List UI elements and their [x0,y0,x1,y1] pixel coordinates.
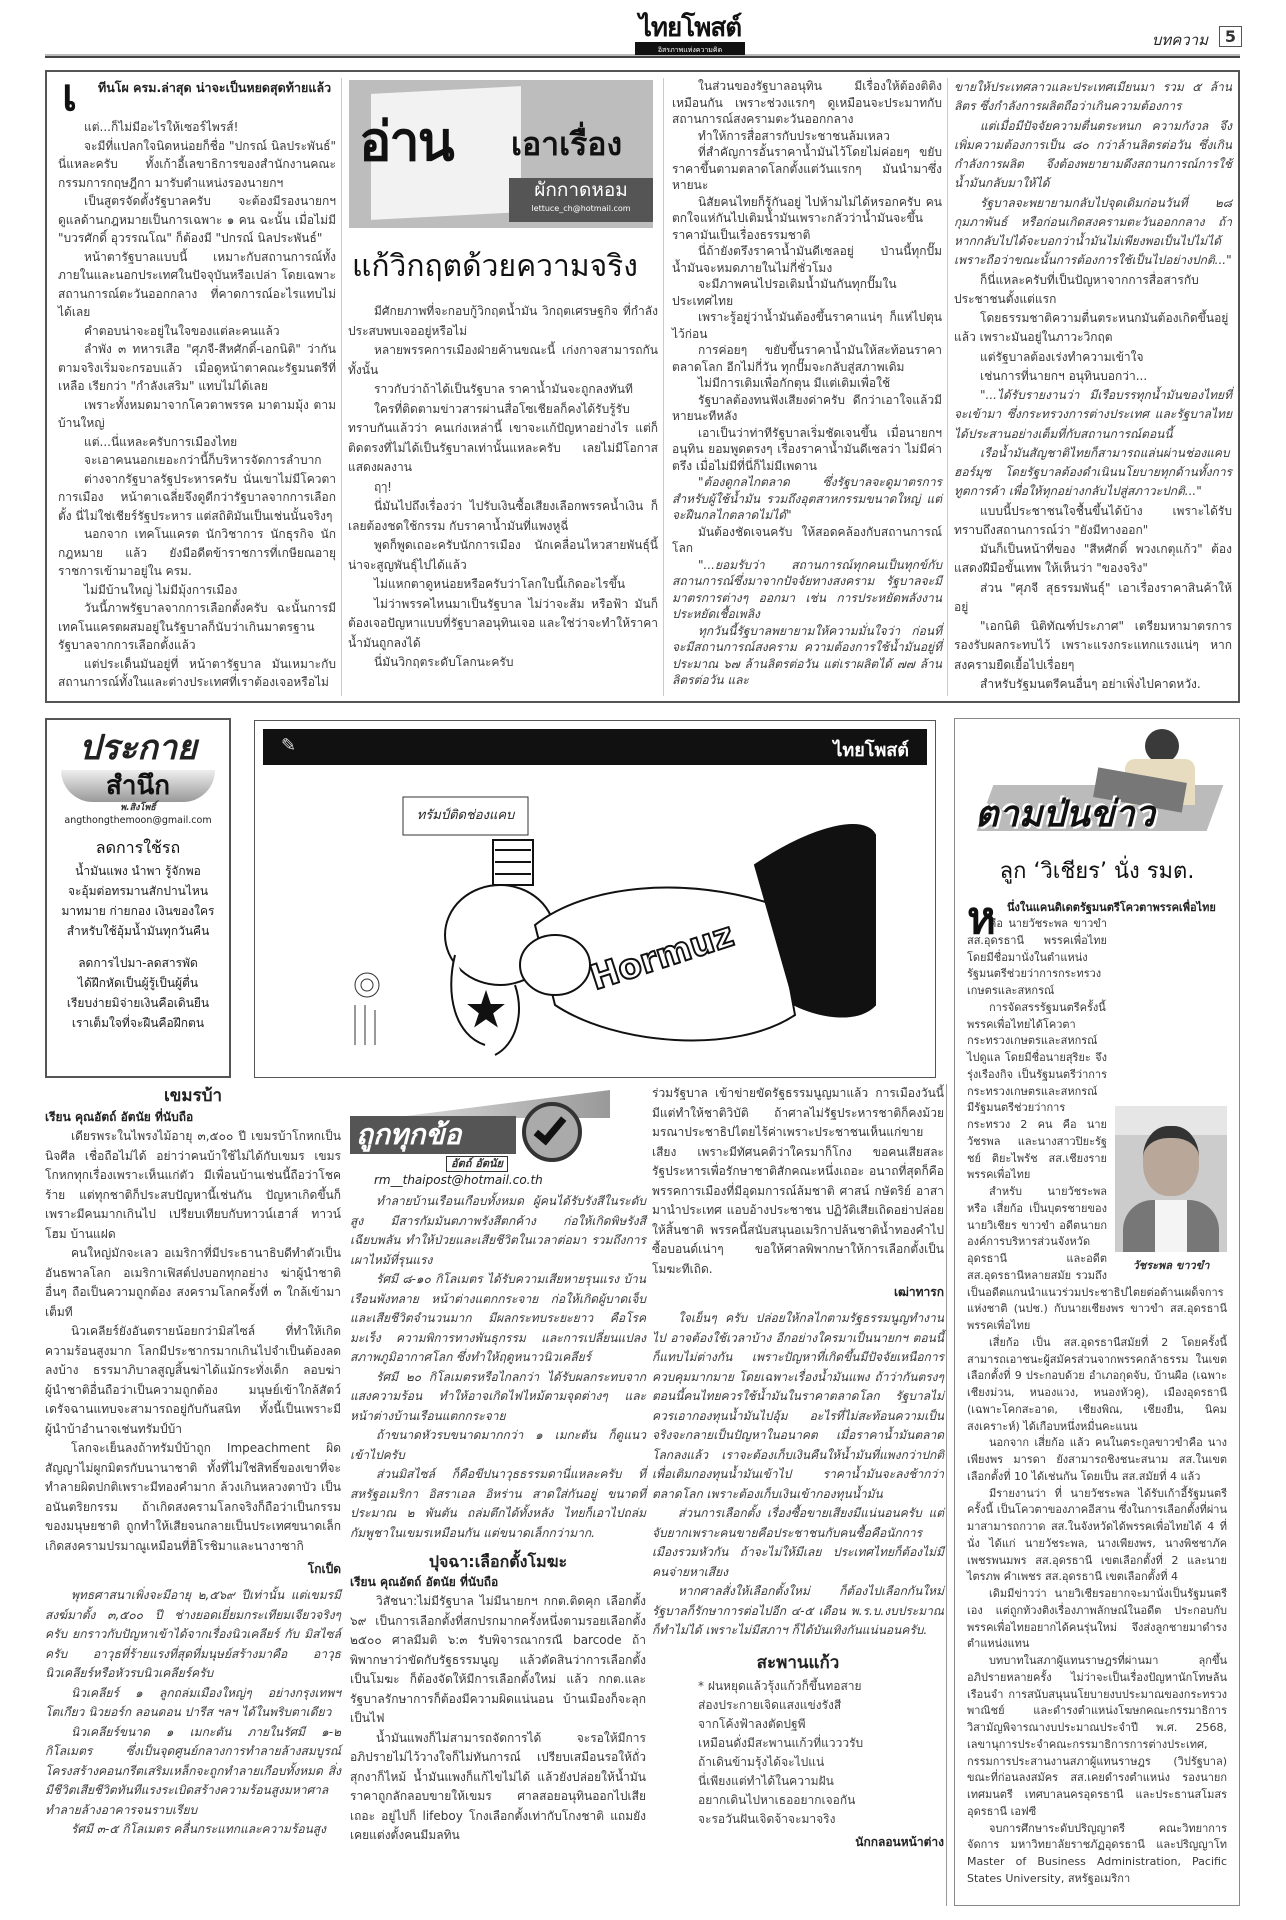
cartoon-caption: ทรัมป์ติดช่องแคบ [416,808,515,823]
paragraph: คำตอบน่าจะอยู่ในใจของแต่ละคนแล้ว [84,323,280,338]
paragraph: วันนี้ภาพรัฐบาลจากการเลือกตั้งครับ ฉะนั้นการมีเทคโนแครตผสมอยู่ในรัฐบาลก็นับว่าเกินมาตรฐานรัฐบาลจากการเลือกตั้งแล้ว [58,601,336,652]
paragraph: ฤๅ! [374,479,392,494]
paragraph: แต่...นี่แหละครับการเมืองไทย [84,434,238,449]
news-column-box [954,718,1240,1906]
dropcap: ห [967,893,997,944]
poem-line: เรียบง่ายมิจ่ายเงินคือเดินยืน [66,996,210,1010]
paragraph: ไม่แหกตาดูหน่อยหรือครับว่าโลกใบนี้เกิดอะไรขึ้น [374,577,626,591]
paragraph: พุทธศาสนาเพิ่งจะมีอายุ ๒,๕๖๙ ปีเท่านั้น แต่เขมรมีสงฆ์มาตั้ง ๓,๕๐๐ ปี ช่างยอดเยี่ยมกระเทียมเจียวจริงๆ ครับ ยกราวกับปัญหาเข้าได้จากเรื่องนิวเคลียร์ กับ มิสไซล์ ครับ อาวุธที่ร้ายแรงที่สุดที่มนุษย์สร้างมาคือ อาวุธนิวเคลียร์หรือหัวรบนิวเคลียร์ครับ [45,1588,341,1680]
paragraph: "...ยอมรับว่า สถานการณ์ทุกคนเป็นทุกข์กับสถานการณ์ซึ่งมาจากปัจจัยทางสงคราม รัฐบาลจะมีมาตรการต่างๆ ออกมา เช่น การประหยัดพลังงาน ประหยัดเชื้อเพลิง [672,557,942,621]
letter-greeting: เรียน คุณอัตถ์ อัตนัย ที่นับถือ [350,1575,499,1589]
paragraph: โลกจะเย็นลงถ้าทรัมป์บ้าถูก Impeachment ผิดสัญญาไม่ผูกมิตรกับนานาชาติ ทั้งที่ไม่ใช่สิทธิ์ของเขาที่จะทำลายผิดปกติเพราะมีทองคำมาก ล้วงเกินหลวงตาบัว เป็นอนันตริยกรรม ถ้าเกิดสงครามโลกจริงก็ถือว่าเป็นกรรมของมนุษยชาติ ถูกทำให้เสียจนกลายเป็นประเทศขนาดเล็กเกิดสงครามปรมาณูเหมือนที่ฮิโรชิมาและนางาซากิ [45,1441,341,1553]
paragraph: รัศมี ๓-๕ กิโลเมตร คลื่นกระแทกและความร้อนสูง [71,1822,326,1836]
column-logo-correct: ถูกทุกข้อ อัตถ์ อัตนัย rm__thaipost@hotmail.co.th [350,1084,646,1188]
poem-line: สำหรับใช้อุ้มน้ำมันทุกวันคืน [66,924,210,938]
column-1 [58,70,336,696]
poem-line: ส่องประกายเจิดแสงแข่งรังสี [698,1697,842,1712]
logo-read: อ่าน [359,110,453,173]
paragraph: หน้าตารัฐบาลแบบนี้ เหมาะกับสถานการณ์ทั้งภายในและนอกประเทศในปัจจุบันหรือเปล่า โดยเฉพาะสถานการณ์ตะวันออกกลาง ที่คาดการณ์อะไรแทบไม่ได้เลย [58,249,336,319]
section-label: บทความ [1151,31,1208,49]
column-divider [947,78,948,696]
paragraph: ในส่วนของรัฐบาลอนุทิน มีเรื่องให้ต้องติติงเหมือนกัน เพราะช่วงแรกๆ ดูเหมือนจะประมาทกับสถานการณ์สงครามตะวันออกกลาง [672,79,942,126]
paragraph: โดยธรรมชาติความตื่นตระหนกมันต้องเกิดขึ้นอยู่แล้ว เพราะมันอยู่ในภาวะวิกฤต [954,311,1229,345]
paragraph: "เอกนิติ นิติทัณฑ์ประภาศ" เตรียมหามาตรการรองรับผลกระทบไว้ เพราะแรงกระแทกแรงแน่ๆ หากสงครามยืดเยื้อไปเรื่อยๆ [954,619,1232,672]
paragraph: แต่เมื่อมีปัจจัยความตื่นตระหนก ความกังวล จึงเพิ่มความต้องการเป็น ๘๐ กว่าล้านลิตรต่อวัน ซึ่งเกินกำลังการผลิต จึงต้องพยายามดึงสถานการณ์การใช้น้ำมันกลับมาให้ได้ [954,118,1232,191]
news-body [955,893,1239,1899]
paragraph: จะเอาคนนอกเยอะกว่านี้ก็บริหารจัดการลำบาก [84,453,322,467]
paragraph: เอาเป็นว่าท่าทีรัฐบาลเริ่มชัดเจนขึ้น เมื่อนายกฯ อนุทิน ยอมพูดตรงๆ เรื่องราคาน้ำมันดีเซลว่า ไม่มีค่าตรึง เมื่อไม่มีที่นี่ก็ไม่มีเพดาน [672,425,942,473]
editorial-cartoon [254,720,936,1078]
paragraph: เสี่ยก้อ เป็น สส.อุดรธานีสมัยที่ 2 โดยครั้งนี้สามารถเอาชนะผู้สมัครส่วนจากพรรคกล้าธรรม ในเขตเลือกตั้งที่ 9 ประกอบด้วย อำเภอกุดจับ, บ้านผือ (เฉพาะเชียงม่วน, หนองแวง, หนองหัวคู), เมืองอุดรธานี (เฉพาะโคกสะอาด, เชียงพิณ, เชียงยืน, นิคมสงเคราะห์) ได้เกือบหนึ่งหมื่นคะแนน [967,1335,1227,1433]
column-3 [672,78,942,696]
paragraph: จบการศึกษาระดับปริญญาตรี คณะวิทยาการจัดการ มหาวิทยาลัยราชภัฏอุดรธานี และปริญญาโท Master of Business Administration, Pacific States University, สหรัฐอเมริกา [967,1821,1227,1885]
columnist-email: lettuce_ch@hotmail.com [531,204,631,213]
letters-column-middle [350,1084,646,1914]
letter-signature: เฒ่าทารก [893,1285,944,1299]
poem-line: นี่เพียงแต่ทำได้ในความฝัน [698,1773,834,1788]
cartoon-header-bar [263,729,927,765]
paragraph: นี่มันไปถึงเรื่องว่า ไปรับเงินซื้อเสียงเลือกพรรคน้ำเงิน ก็เลยต้องชดใช้กรรม กับราคาน้ำมันที่แพงหูฉี่ [348,499,658,533]
check-icon [522,1102,582,1162]
portrait-photo [1115,1106,1227,1252]
paragraph: หลายพรรคการเมืองฝ่ายค้านขณะนี้ เก่งกาจสามารถกันทั้งนั้น [348,343,658,377]
paragraph: มันก็เป็นหน้าที่ของ "สีหศักดิ์ พวงเกตุแก้ว" ต้องแสดงฝีมือขั้นเทพ ให้เห็นว่า "ของจริง" [954,542,1232,576]
cartoonist-mascot-icon: ✎ [281,735,297,756]
column-2 [348,80,658,695]
paragraph: บทบาทในสภาผู้แทนราษฎรที่ผ่านมา ลุกขึ้นอภิปรายหลายครั้ง ไม่ว่าจะเป็นเรื่องปัญหานักโทษล้นเรือนจำ การสนับสนุนนโยบายงบประมาณของกระทรวงพาณิชย์ และดำรงตำแหน่งโฆษกคณะกรรมาธิการวิสามัญพิจารณางบประมาณประจำปี พ.ศ. 2568, เลขานุการประจำคณะกรรมาธิการการต่างประเทศ, กรรมการประสานงานสภาผู้แทนราษฎร (วิปรัฐบาล) ขณะที่ก่อนลงสมัคร สส.เคยดำรงตำแหน่ง รองนายกเทศมนตรี เทศบาลนครอุดรธานี และประธานสโมสรอุดรธานี เอฟซี [967,1654,1227,1818]
paragraph: ส่วนการเลือกตั้ง เรื่องซื้อขายเสียงมีแน่นอนครับ แต่จับยากเพราะคนขายคือประชาชนกับคนซื้อคือนักการเมืองรวมหัวกัน ถ้าจะไม่ให้มีเลย ประเทศไทยก็ต้องไม่มีคนจ่ายหาเสียง [652,1506,944,1579]
news-lead: นึ่งในแคนดิเดตรัฐมนตรีโควตาพรรคเพื่อไทย [1007,901,1216,914]
poem-line: จะอุ้มต่อทรมานสักปานไหน [67,884,209,898]
paragraph: นี่ถ้ายังตรึงราคาน้ำมันดีเซลอยู่ ป่านนี้ทุกปั๊มน้ำมันจะหมดภายในไม่กี่ชั่วโมง [672,244,942,275]
paragraph: ไม่ว่าพรรคไหนมาเป็นรัฐบาล ไม่ว่าจะส้ม หรือฟ้า มันก็ต้องเจอปัญหาแบบที่รัฐบาลอนุทินเจอ และใช่ว่าจะทำให้ราคาน้ำมันถูกลงได้ [348,596,658,650]
poem-title: สะพานแก้ว [756,1652,840,1673]
paragraph: เช่นการที่นายกฯ อนุทินบอกว่า... [980,368,1148,383]
poem-title: ลดการใช้รถ [95,838,181,857]
paragraph: รัฐบาลจะพยายามกลับไปจุดเดิมก่อนวันที่ ๒๘ กุมภาพันธ์ หรือก่อนเกิดสงครามตะวันออกกลาง ถ้าหากกลับไปได้จะบอกว่าน้ำมันไม่เพียงพอเป็นไปไม่ได้ เพราะถือว่าขณะนั้นการต้องการใช้เป็นไปอย่างปกติ..." [954,195,1232,268]
paragraph: เพราะทั้งหมดมาจากโควตาพรรค มาตามมุ้ง ตามบ้านใหญ่ [58,397,336,430]
paragraph: ทำให้การสื่อสารกับประชาชนล้มเหลว [698,128,890,143]
paragraph: เรือน้ำมันสัญชาติไทยก็สามารถแล่นผ่านช่องแคบฮอร์มุซ โดยรัฐบาลต้องดำเนินนโยบายทุกด้านทั้งการทูตการค้า เพื่อให้ทุกอย่างกลับไปสู่สภาวะปกติ..." [954,445,1232,499]
letters-column-left [45,1084,341,1914]
poem-line: จะรอวันฝันเจิดจ้าจะมาจริง [698,1811,836,1826]
paragraph: ที่สำคัญการอั้นราคาน้ำมันไว้โดยไม่ค่อยๆ ขยับราคาขึ้นตามตลาดโลกตั้งแต่วันแรกๆ มันนำมาซึ่งหายนะ [672,145,942,192]
photo-figure [1115,1106,1227,1274]
paragraph: ร่วมรัฐบาล เข้าข่ายขัดรัฐธรรมนูญมาแล้ว การเมืองวันนี้มีแต่ทำให้ชาติวิบัติ ถ้าศาลไม่รัฐประหารชาติก็คงม้วยมรณาประชาธิปไตยไร้ค่าเพราะประชาชนเห็นแก่ขายเสียง เพราะมีทัศนคติว่าใครมาก็โกง ขอคนเสียสละรัฐประหารเพื่อรักษาชาติสักคณะหนึ่งเถอะ อนาถที่สุดก็คือพรรคการเมืองที่มีอุดมการณ์ล้มชาติ ศาสน์ กษัตริย์ อาสามานำประเทศ แอบอ้างประชาชน ปฏิวัติเสียเถิดอย่าปล่อยให้สิ้นชาติ พรรคนี้สนับสนุนอเมริกาปล้นชาติน้ำทองคำไปซื้อบอนด์เน่าๆ ขอให้ศาลพิพากษาให้การเลือกตั้งเป็นโมฆะทีเถิด. [652,1086,944,1276]
poem-line: ลดการไปมา-ลดสารพัด [78,956,198,970]
paragraph: ใครที่ติดตามข่าวสารผ่านสื่อโซเชียลก็คงได้รับรู้รับทราบกันแล้วว่า คนเก่งเหล่านี้ เขาจะแก้ปัญหาอย่างไร แต่ก็ติดตรงที่ไม่ได้เป็นรัฐบาลเท่านั้นแหละครับ เลยไม่มีโอกาสแสดงผลงาน [348,401,658,474]
poem-signature: นักกลอนหน้าต่าง [855,1834,944,1849]
paragraph: แบบนี้ประชาชนใจชื้นขึ้นได้บ้าง เพราะได้รับทราบถึงสถานการณ์ว่า "ยังมีทางออก" [954,503,1232,537]
dropcap: เ [62,70,78,121]
poem-line: อยากเดินไปหาเธออยากเจอกัน [698,1792,856,1807]
paragraph: นอกจาก เสี่ยก้อ แล้ว คนในตระกูลขาวขำคือ นางเพียงพร มารดา ยังสามารถชิงชนะสนาม สส.ในเขตเลือกตั้งที่ 10 ได้เช่นกัน โดยเป็น สส.สมัยที่ 4 แล้ว [967,1436,1227,1483]
photo-caption: วัชระพล ขาวขำ [1132,1259,1210,1272]
cartoonist-signature [355,973,379,1045]
paragraph: นิวเคลียร์ยังอันตรายน้อยกว่ามิสไซล์ ที่ทำให้เกิดความร้อนสูงมาก โลกมีประชากรมากเกินไปจำเป็นต้องลดลงบ้าง ธรรมาภิบาลสูญสิ้นฆ่าได้แม้กระทั่งเด็ก ลอบฆ่าผู้นำชาติอื่นถือว่าเป็นความถูกต้อง มนุษย์เข้าใกล้สัตว์เดรัจฉานแทบจะสามารถอยู่กับกันสนิท ทั้งนี้เป็นเพราะมีผู้นำบ้าอำนาจเช่นทรัมป์บ้า [45,1324,341,1436]
paragraph: รัศมี ๘-๑๐ กิโลเมตร ได้รับความเสียหายรุนแรง บ้านเรือนพังทลาย หน้าต่างแตกกระจาย ก่อให้เกิดผู้บาดเจ็บและเสียชีวิตจำนวนมาก มีผลกระทบระยะยาว คือโรคมะเร็ง ความพิการทางพันธุกรรม และการเปลี่ยนแปลงสภาพภูมิอากาศโลก ซึ่งทำให้ฤดูหนาวนิวเคลียร์ [350,1272,646,1364]
letter-title: ปุจฉา:เลือกตั้งโมฆะ [428,1552,568,1571]
paragraph: ต่างจากรัฐบาลรัฐประหารครับ นั่นเขาไม่มีโควตาการเมือง หน้าตาเฉลี่ยจึงดูดีกว่ารัฐบาลจากการเลือกตั้ง นี่ไม่ใช่เชียร์รัฐประหาร แต่สถิติมันเป็นเช่นนั้นจริงๆ [58,471,336,523]
paragraph: เดียรพระในไพรงไม้อายุ ๓,๕๐๐ ปี เขมรบ้าโกหกเป็นนิจศีล เชื่อถือไม่ได้ อย่าว่าคนบ้าใช้ไม่ได้กับเขมร เขมรโกหกทุกเรื่องเพราะเห็นแก่ตัว มีเพื่อนบ้านเช่นนี้ถือว่าโชคร้าย แต่ทุกชาติก็ประสบปัญหานี้เช่นกัน ปัญหาเกิดขึ้นก็เพราะมีคนมากเกินไป เปรียบเทียบกับทาวน์เฮาส์ ทาวน์โฮม บ้านแฝด [45,1129,341,1241]
columnist-name: ผักกาดหอม [534,179,628,201]
letter-signature: โกเป็ด [307,1562,341,1576]
paragraph: เป็นสูตรจัดตั้งรัฐบาลครับ จะต้องมีรองนายกฯ ดูแลด้านกฎหมายเป็นการเฉพาะ ๑ คน ฉะนั้น เมื่อไม่มี "บวรศักดิ์ อุวรรณโณ" ก็ต้องมี "ปกรณ์ นิลประพันธ์" [58,194,336,245]
column-lead: ทีนโผ ครม.ล่าสุด น่าจะเป็นหยดสุดท้ายแล้ว [98,80,332,95]
paragraph: ส่วน "ศุภจี สุธรรมพันธุ์" เอาเรื่องราคาสินค้าให้อยู่ [954,580,1232,614]
poem-line: น้ำมันแพง นำพา รู้จักพอ [75,864,201,878]
poem-line [47,941,229,953]
paragraph: ขายให้ประเทศลาวและประเทศเมียนมา รวม ๕ ล้านลิตร ซึ่งกำลังการผลิตถือว่าเกินความต้องการ [954,80,1232,114]
paragraph: ก็นี่แหละครับที่เป็นปัญหาจากการสื่อสารกับประชาชนตั้งแต่แรก [954,272,1199,306]
paragraph: แต่ประเด็นมันอยู่ที่ หน้าตารัฐบาล มันเหมาะกับสถานการณ์ทั้งในและต่างประเทศที่เราต้องเจอหรือไม่ [58,656,336,689]
paragraph: หากศาลสั่งให้เลือกตั้งใหม่ ก็ต้องไปเลือกกันใหม่ รัฐบาลก็รักษาการต่อไปอีก ๔-๕ เดือน พ.ร.บ.งบประมาณก็ทำไม่ได้ เพราะไม่มีสภาฯ ก็ได้บันเทิงกันแน่นอนครับ. [652,1584,944,1637]
poem-line: * ฝนหยุดแล้วรุ้งแก้วก็ขึ้นทอสาย [698,1678,862,1693]
paragraph: เพราะรู้อยู่ว่าน้ำมันต้องขึ้นราคาแน่ๆ ก็แห่ไปตุนไว้ก่อน [672,310,942,341]
page-number: 5 [1219,26,1242,47]
column-logo-banner [349,80,653,228]
paragraph: จะมีภาพคนไปรอเติมน้ำมันกันทุกปั๊มในประเทศไทย [672,277,897,308]
paragraph: พูดก็พูดเถอะครับนักการเมือง นักเคลื่อนไหวสายพันธุ์นี้ น่าจะสูญพันธุ์ไปได้แล้ว [348,538,658,572]
paragraph: มีศักยภาพที่จะกอบกู้วิกฤตน้ำมัน วิกฤตเศรษฐกิจ ที่กำลังประสบพบเจออยู่หรือไม่ [348,304,658,338]
paragraph: รัศมี ๒๐ กิโลเมตรหรือไกลกว่า ได้รับผลกระทบจากแสงความร้อน ทำให้อาจเกิดไฟไหม้ตามจุดต่างๆ และหน้าต่างบ้านเรือนแตกกระจาย [350,1369,646,1423]
reader-illustration [1145,729,1179,763]
paragraph: นิวเคลียร์ขนาด ๑ เมกะตัน ภายในรัศมี ๑-๒ กิโลเมตร ซึ่งเป็นจุดศูนย์กลางการทำลายล้างสมบูรณ์ โครงสร้างคอนกรีตเสริมเหล็กจะถูกทำลายเกือบทั้งหมด สิ่งมีชีวิตเสียชีวิตทันทีแรงระเบิดสร้างความร้อนสูงมหาศาลทำลายล้างอาคารจนราบเรียบ [45,1724,341,1817]
paragraph: นิวเคลียร์ ๑ ลูกถล่มเมืองใหญ่ๆ อย่างกรุงเทพฯ โตเกียว นิวยอร์ก ลอนดอน ปารีส ฯลฯ ได้ในพริบตาเดียว [45,1685,341,1719]
newspaper-tagline: อิสรภาพแห่งความคิด [635,45,745,55]
poet-email: angthongthemoon@gmail.com [64,815,212,826]
paragraph: คือ นายวัชระพล ขาวขำ สส.อุดรธานี พรรคเพื่อไทย โดยมีชื่อมานั่งในตำแหน่งรัฐมนตรีช่วยว่าการกระทรวงเกษตรและสหกรณ์ [967,917,1107,997]
poem-logo-sub: สำนึก [61,770,215,802]
poem-line: เหมือนดั่งมีสะพานแก้วที่แวววรับ [698,1735,864,1750]
paragraph: สำหรับรัฐมนตรีคนอื่นๆ อย่าเพิ่งไปคาดหวัง. [980,676,1201,691]
paragraph: ถ้าขนาดหัวรบขนาดมากกว่า ๑ เมกะตัน ก็ดูแนวเข้าไปครับ [350,1428,646,1462]
paragraph: นอกจาก เทคโนแครต นักวิชาการ นักธุรกิจ นักกฎหมาย แล้ว ยังมีอดีตข้าราชการที่เกษียณอายุราชการเข้ามาอยู่ใน ครม. [58,527,336,578]
paragraph: มันต้องชัดเจนครับ ให้สอดคล้องกับสถานการณ์โลก [672,524,942,555]
paragraph: รัฐบาลต้องทนฟังเสียงด่าครับ ดีกว่าเอาใจแล้วมีหายนะทีหลัง [672,392,942,423]
paragraph: "...ได้รับรายงานว่า มีเรือบรรทุกน้ำมันของไทยที่จะเข้ามา ซึ่งกระทรวงการต่างประเทศ และรัฐบาลไทยได้ประสานอย่างเต็มที่กับสถานการณ์ตอนนี้ [954,388,1232,441]
paragraph: ส่วนมิสไซล์ ก็คือขีปนาวุธธรรมดานี่แหละครับ ที่สหรัฐอเมริกา อิสราเอล อิหร่าน สาดใส่กันอยู่ ขนาดที่ประมาณ ๒ พันตัน ถล่มตึกได้ทั้งหลัง ไทยก็เอาไปถล่มกัมพูชาในเขมรเหมือนกัน แต่ขนาดเล็กกว่ามาก. [350,1467,646,1540]
paragraph: นิสัยคนไทยก็รู้กันอยู่ ไปห้ามไม่ได้หรอกครับ คนตกใจแห่กันไปเติมน้ำมันเพราะกลัวว่าน้ำมันจะขึ้นราคามันเป็นเรื่องธรรมชาติ [672,194,942,242]
column-4 [954,78,1232,696]
poem-line: จากโค้งฟ้าลงตัดปฐพี [698,1716,806,1731]
paragraph: ทำลายบ้านเรือนเกือบทั้งหมด ผู้คนได้รับรังสีในระดับสูง มีสารกัมมันตภาพรังสีตกค้าง ก่อให้เกิดพิษรังสีเฉียบพลัน ทำให้ป่วยและเสียชีวิตในเวลาต่อมา รวมถึงการเผาไหม้ที่รุนแรง [350,1194,646,1267]
news-column-logo: ตามป่นข่าว [955,719,1239,849]
poem-line: มาทมาย ก่ายกอง เงินของใคร [61,904,215,918]
poem-line: ได้ฝึกหัดเป็นผู้รู้เป็นผู้ตื่น [77,976,199,990]
column-divider [663,78,664,696]
paragraph: ราวกับว่าถ้าได้เป็นรัฐบาล ราคาน้ำมันจะถูกลงทันที [374,382,633,396]
paragraph: แต่...ก็ไม่มีอะไรให้เซอร์ไพรส์! [84,120,239,134]
column-divider [946,1084,947,1906]
hormuz-label: Hormuz [585,914,739,999]
poet-pen-name: พ.สิงโพธิ์ [120,803,156,813]
paragraph: มีรายงานว่า ที่ นายวัชระพล ได้รับเก้าอี้รัฐมนตรีครั้งนี้ เป็นโควตาของภาคอีสาน ซึ่งในการเลือกตั้งที่ผ่านมาสามารถกวาด สส.ในจังหวัดได้พรรคเพื่อไทยได้ 4 ที่นั่ง ได้แก่ นายวัชระพล, นางเพียงพร, นางพิชชาภัค เพชรพนมพร สส.อุดรธานี เขตเลือกตั้งที่ 2 และนายไตรภพ คำเพชร สส.อุดรธานี เขตเลือกตั้งที่ 4 [967,1486,1227,1584]
paragraph: เดิมมีข่าวว่า นายวิเชียรอยากจะมานั่งเป็นรัฐมนตรีเอง แต่ถูกท้วงติงเรื่องภาพลักษณ์ในอดีต ประกอบกับพรรคเพื่อไทยอยากได้คนรุ่นใหม่ จึงส่งลูกชายมาดำรงตำแหน่งแทน [967,1587,1227,1651]
paragraph: ทุกวันนี้รัฐบาลพยายามให้ความมั่นใจว่า ก่อนที่จะมีสถานการณ์สงคราม ความต้องการใช้น้ำมันอยู่ที่ประมาณ ๖๗ ล้านลิตรต่อวัน แต่เราผลิตได้ ๗๗ ล้านลิตรต่อวัน และ [672,623,942,687]
cartoon-drawing [255,765,935,1077]
article-headline: แก้วิกฤตด้วยความจริง [352,249,638,284]
paragraph: น้ำมันแพงก็ไม่สามารถจัดการได้ จะรอให้มีการอภิปรายไม่ไว้วางใจก็ไม่ทันการณ์ เปรียบเสมือนรอให้ถั่วสุกงาก็ไหม้ น้ำมันแพงก็แก้ไขไม่ได้ แล้วยังปล่อยให้น้ำมันราคาถูกลักลอบขายให้เขมร ศาลสอยอนุทินออกไปเสียเถอะ อยู่ไปก็ lifeboy โกงเลือกตั้งเท่ากับโกงชาติ แถมยังเคยแต่งตั้งคนมีมลทิน [350,1730,646,1842]
paragraph: คนใหญ่มักจะเลว อเมริกาที่มีประธานาธิบดีทำตัวเป็นอันธพาลโลก อเมริกาเฟิสต์ปงบอกทุกอย่าง ฆ่าผู้นำชาติอื่นๆ ถือเป็นความถูกต้อง สงครามโลกครั้งที่ ๓ ใกล้เข้ามาเต็มที [45,1246,341,1319]
paragraph: จะมีที่แปลกใจนิดหน่อยก็ชื่อ "ปกรณ์ นิลประพันธ์" นี่แหละครับ ทั้งเก้าอี้เลขาธิการของสำนักงานคณะกรรมการกฤษฎีกา มารับตำแหน่งรองนายกฯ [58,138,336,190]
paragraph: สำหรับ นายวัชระพล หรือ เสี่ยก้อ เป็นบุตรชายของนายวิเชียร ขาวขำ อดีตนายกองค์การบริหารส่วนจังหวัดอุดรธานี และอดีต สส.อุดรธานีหลายสมัย รวมถึงเป็นอดีตแกนนำแนวร่วมประชาธิปไตยต่อต้านเผด็จการแห่งชาติ (นปช.) กับนายเชียงพร ขาวขำ สส.อุดรธานี พรรคเพื่อไทย [967,1185,1227,1332]
newspaper-logo: ไทยโพสต์ อิสรภาพแห่งความคิด [635,14,745,55]
paragraph: แต่รัฐบาลต้องเร่งทำความเข้าใจ [980,349,1144,364]
columnist-email: rm__thaipost@hotmail.co.th [374,1173,543,1187]
column-divider [341,78,342,696]
columnist-name: อัตถ์ อัตนัย [446,1156,508,1172]
poem-line: เราเต็มใจที่จะฝืนคือฝึกตน [71,1016,205,1030]
cartoon-brand: ไทยโพสต์ [833,740,909,761]
paragraph: วิสัชนา:ไม่มีรัฐบาล ไม่มีนายกฯ กกต.ติดคุก เลือกตั้ง ๖๙ เป็นการเลือกตั้งที่สกปรกมากครั้งหนึ่งตามรอยเลือกตั้ง ๒๕๐๐ ศาลมีมติ ๖:๓ รับพิจารณากรณี barcode ถ้าพิพากษาว่าขัดกับรัฐธรรมนูญ แล้วตัดสินว่าการเลือกตั้งเป็นโมฆะ ก็ต้องจัดให้มีการเลือกตั้งใหม่ แล้ว กกต.และรัฐบาลรักษาการก็ต้องมีความผิดแน่นอน บ้านเมืองก็จะลุกเป็นไฟ [350,1594,646,1725]
poem-box [45,718,231,1078]
letter-title: เขมรบ้า [163,1086,223,1106]
letters-column-right [652,1084,944,1910]
paragraph: นี่มันวิกฤตระดับโลกนะครับ [374,655,514,669]
news-headline: ลูก ‘วิเชียร’ นั่ง รมต. [999,859,1195,884]
paragraph: ลำพัง ๓ ทหารเสือ "ศุภจี-สีหศักดิ์-เอกนิติ" ว่ากันตามจริงเริ่มจะกรอบแล้ว เมื่อดูหน้าตาคณะรัฐมนตรีที่เหลือ เรียกว่า "กำลังเสริม" แทบไม่ได้เลย [58,342,336,393]
paragraph: ไม่มีบ้านใหญ่ ไม่มีมุ้งการเมือง [84,582,238,597]
paragraph: "ต้องดูกลไกตลาด ซึ่งรัฐบาลจะดูมาตรการสำหรับผู้ใช้น้ำมัน รวมถึงอุตสาหกรรมขนาดใหญ่ แต่จะฝืนกลไกตลาดไม่ได้" [672,475,942,522]
paragraph: การค่อยๆ ขยับขึ้นราคาน้ำมันให้สะท้อนราคาตลาดโลก อีกไม่กี่วัน ทุกปั๊มจะกลับสู่สภาพเดิม [672,343,942,374]
paragraph: ใจเย็นๆ ครับ ปล่อยให้กลไกตามรัฐธรรมนูญทำงานไป อาจต้องใช้เวลาบ้าง อีกอย่างใครมาเป็นนายกฯ ตอนนี้ก็แทบไม่ต่างกัน เพราะปัญหาที่เกิดขึ้นมีปัจจัยเหนือการควบคุมมากมาย โดยเฉพาะเรื่องน้ำมันแพง ถ้าว่ากันตรงๆ ตอนนี้คนไทยควรใช้น้ำมันในราคาตลาดโลก รัฐบาลไม่ควรเอากองทุนน้ำมันไปอุ้ม อะไรที่ไม่สะท้อนความเป็นจริงจะกลายเป็นปัญหาในอนาคต เมื่อราคาน้ำมันตลาดโลกลงแล้ว เราจะต้องเก็บเงินคืนให้น้ำมันที่แพงกว่าปกติเพื่อเติมกองทุนน้ำมันเข้าไป ราคาน้ำมันจะลงช้ากว่าตลาดโลก เพราะต้องเก็บเงินเข้ากองทุนน้ำมัน [652,1311,944,1501]
letter-greeting: เรียน คุณอัตถ์ อัตนัย ที่นับถือ [45,1110,194,1124]
poem-line: ถ้าเดินข้ามรุ้งได้จะไปแน่ [698,1754,825,1769]
paragraph: ไม่มีการเติมเพื่อกักตุน มีแต่เติมเพื่อใช้ [698,376,891,390]
logo-seriously: เอาเรื่อง [511,125,623,163]
paragraph: การจัดสรรรัฐมนตรีครั้งนี้ พรรคเพื่อไทยได้โควตากระทรวงเกษตรและสหกรณ์ไปดูแล โดยมีชื่อนายสุริยะ จึงรุ่งเรืองกิจ เป็นรัฐมนตรีว่าการกระทรวงเกษตรและสหกรณ์ มีรัฐมนตรีช่วยว่าการกระทรวง 2 คน คือ นายวัชรพล และนางสาวปิยะรัฐชย์ ติยะไพรัช สส.เชียงราย พรรคเพื่อไทย [967,1000,1107,1182]
poem-logo: ประกาย [79,728,197,768]
